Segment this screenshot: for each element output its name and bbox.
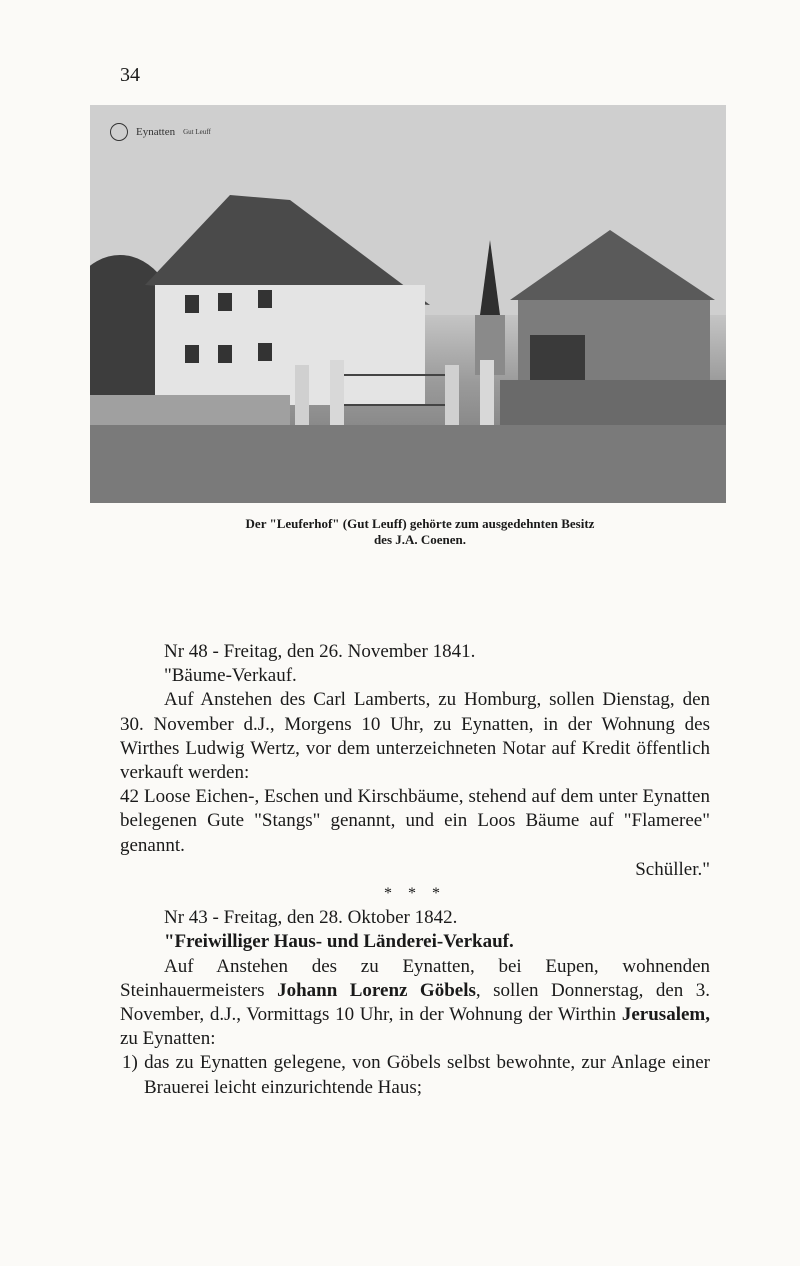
notice-2-body: [120, 955, 710, 1052]
notice-2-body-part-2: , sollen Donnerstag, den 3. November, d.J., Vormittags 10 Uhr, in der Wohnung der Wirthin: [120, 979, 710, 1026]
article-body: [120, 640, 710, 1100]
photo-label-small: Gut Leuff: [183, 128, 211, 136]
historic-photo: [90, 105, 726, 503]
notice-1-body: Auf Anstehen des Carl Lamberts, zu Homburg, sollen Dienstag, den 30. November d.J., Morgens 10 Uhr, zu Eynatten, in der Wohnung des Wirthes Ludwig Wertz, vor dem unterzeichneten Notar auf Kredit öffentlich verkauft werden:: [120, 689, 710, 784]
notice-2-heading: Nr 43 - Freitag, den 28. Oktober 1842.: [164, 907, 458, 929]
photo-caption: [160, 516, 680, 548]
notice-1-heading: Nr 48 - Freitag, den 26. November 1841.: [164, 641, 476, 662]
caption-line-1: Der "Leuferhof" (Gut Leuff) gehörte zum ausgedehnten Besitz: [245, 516, 595, 531]
page-number: 34: [120, 64, 140, 86]
photo-label-place: Eynatten: [136, 126, 176, 138]
notice-1-title: "Bäume-Verkauf.: [164, 665, 297, 687]
notice-2-body-part-1: Auf Anstehen des zu Eynatten, bei Eupen, wohnenden Steinhauermeisters: [120, 955, 710, 1001]
notice-2-item-1: 1) das zu Eynatten gelegene, von Göbels selbst bewohnte, zur Anlage einer Brauerei leicht einzurichtende Haus;: [122, 1052, 710, 1098]
separator: * * *: [384, 885, 446, 903]
notice-1-signature: Schüller.": [635, 858, 710, 880]
photo-illustration: [90, 105, 726, 503]
notice-2-name-2: Jerusalem,: [621, 1004, 710, 1026]
notice-1-items: 42 Loose Eichen-, Eschen und Kirschbäume, stehend auf dem unter Eynatten belegenen Gute "Stangs" genannt, und ein Loos Bäume auf "Flameree" genannt.: [120, 786, 710, 856]
seal-icon: [110, 123, 128, 141]
caption-line-2: des J.A. Coenen.: [373, 532, 467, 547]
notice-2-title: "Freiwilliger Haus- und Länderei-Verkauf.: [164, 931, 514, 953]
photo-label: [110, 123, 211, 141]
notice-2-body-part-3: zu Eynatten:: [120, 1028, 216, 1050]
notice-2-name-1: Johann Lorenz Göbels: [277, 979, 476, 1001]
